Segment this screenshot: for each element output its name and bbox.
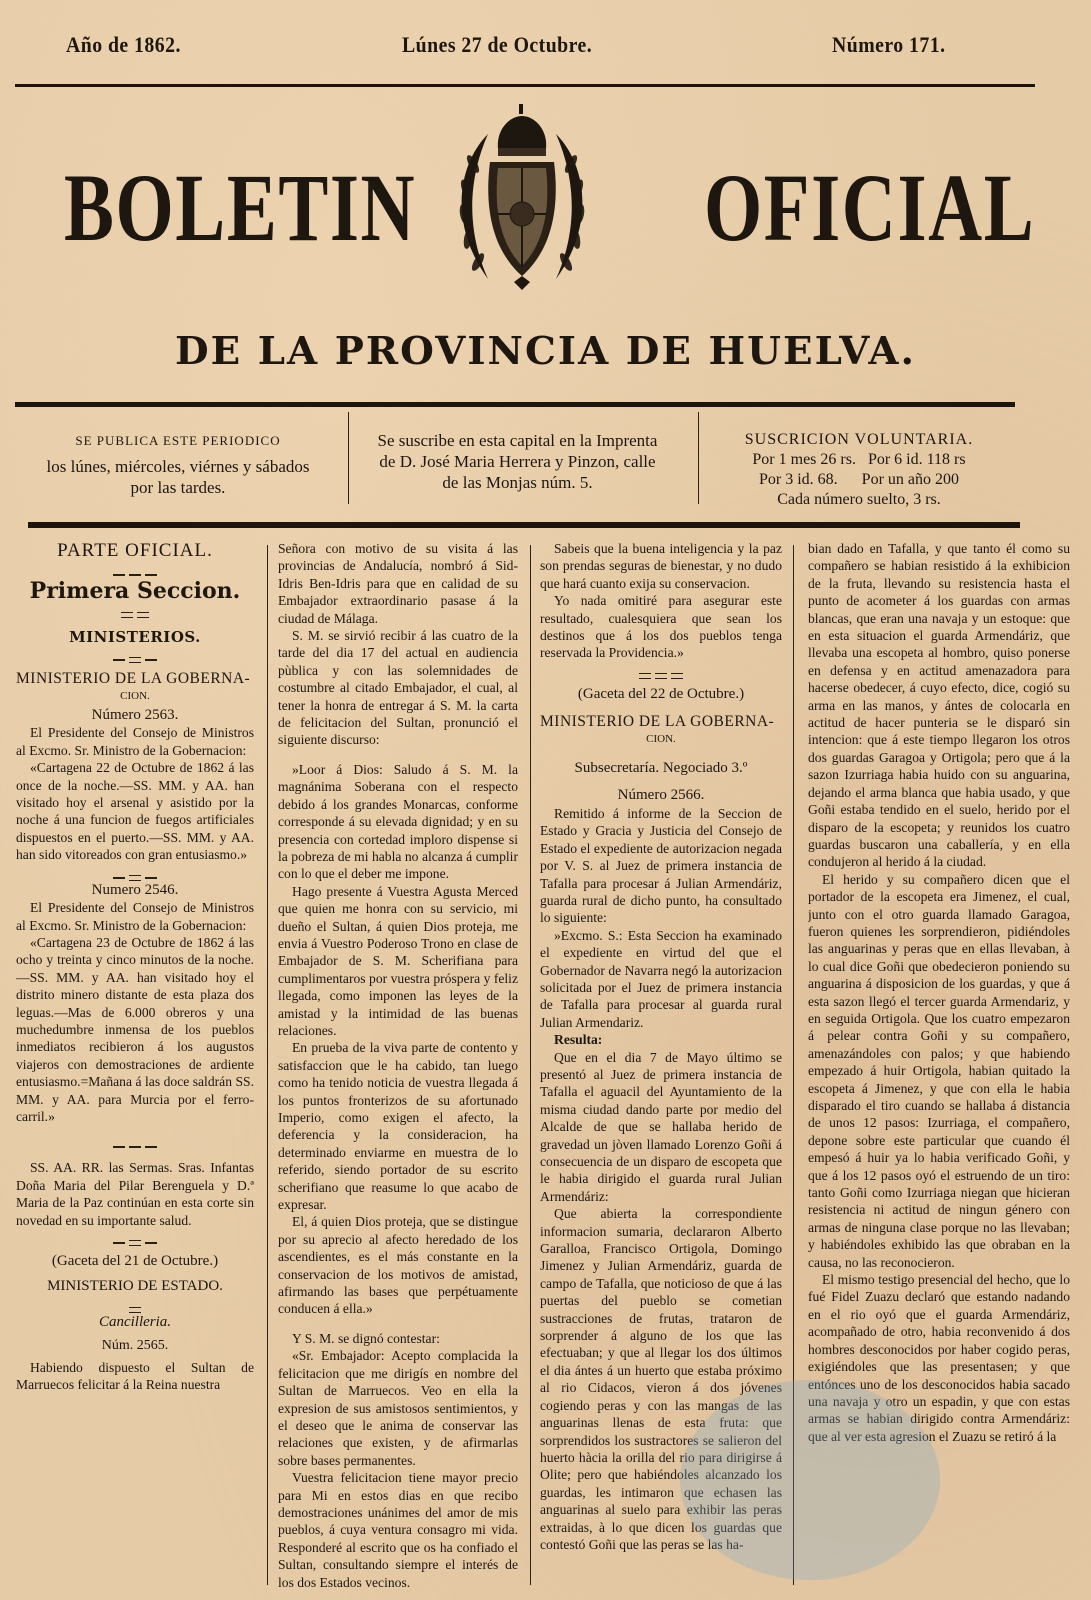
heading-ministerio-estado: MINISTERIO DE ESTADO. — [47, 1278, 223, 1295]
article-paragraph: «Cartagena 22 de Octubre de 1862 á las once de la noche.—SS. MM. y AA. han visitado hoy el arsenal y asistido por la noche á una funcion de fuegos artificiales dispuestos en el puerto.—SS. MM. y AA. han sido vitoreados con gran entusiasmo.» — [16, 760, 254, 863]
dateline — [0, 32, 1091, 60]
heading-ministerio-gobernacion-cont: CION. — [646, 732, 676, 745]
article-paragraph: »Excmo. S.: Esta Seccion ha examinado el expediente en virtud del que el Gobernador de Navarra negó la autorizacion solicitada por el Juez de primera instancia de Tafalla para procesar al guarda rural Julian Armendariz. — [540, 927, 782, 1030]
article-paragraph: Hago presente á Vuestra Agusta Merced que quien me honra con su servicio, mi dueño el Sultan, á quien Dios proteja, me envia á Vuestro Poderoso Trono en clase de Embajador de S. M. Scherifiana para cumplimentaros por vuestra próspera y feliz llegada, como imponen las leyes de la amistad y la intimidad de las buenas relaciones. — [278, 883, 518, 1038]
gaceta-reference: (Gaceta del 21 de Octubre.) — [51, 1253, 219, 1269]
heading-resulta: Resulta: — [554, 1032, 603, 1048]
issue-year: Año de 1862. — [66, 32, 181, 57]
column-3 — [540, 540, 782, 1590]
article-paragraph: El Presidente del Consejo de Ministros al Excmo. Sr. Ministro de la Gobernacion: — [16, 900, 254, 933]
issue-number: Número 171. — [832, 32, 946, 57]
section-parte-oficial: PARTE OFICIAL. — [57, 540, 213, 561]
price-1-year: Por un año 200 — [861, 471, 959, 488]
issue-date: Lúnes 27 de Octubre. — [402, 32, 593, 57]
price-1-month: Por 1 mes 26 rs. — [752, 451, 856, 468]
publication-info — [12, 430, 344, 515]
masthead-boletin: BOLETIN — [64, 154, 417, 261]
subscription-line-1: Se suscribe en esta capital en la Imprenta — [377, 431, 658, 450]
subscription-prices — [700, 430, 1018, 515]
section-primera: Primera Seccion. — [29, 578, 241, 605]
article-paragraph: Yo nada omitiré para asegurar este resultado, cualesquiera que sean los destinos que á los dos pueblos tenga reservada la Providencia.» — [540, 593, 782, 661]
heading-ministerios: MINISTERIOS. — [69, 627, 201, 646]
decree-number: Número 2566. — [617, 787, 705, 804]
article-paragraph: Y S. M. se dignó contestar: — [292, 1330, 440, 1346]
article-paragraph: Que en el dia 7 de Mayo último se presentó al Juez de primera instancia de Tafalla el aguacil del Ayuntamiento de la misma ciudad dando parte por medio del Alcalde de que se hallaba herido de gravedad un jòven llamado Lorenzo Goñi á consecuencia de un disparo de escopeta que le habia dirigido el guarda rural Julian Armendáriz: — [540, 1049, 782, 1204]
article-paragraph: «Sr. Embajador: Acepto complacida la felicitacion que me dirigís en nombre del Sultan de Marruecos. Veo en ella la expresion de sus amistosos sentimientos, y el deseo que le anima de conservar las relaciones que existen, y de afirmarlas sobre bases permanentes. — [278, 1348, 518, 1468]
divider-ornament — [16, 1300, 254, 1310]
price-single-issue: Cada número suelto, 3 rs. — [777, 491, 941, 508]
column-divider-2 — [530, 545, 531, 1585]
heading-cancilleria: Cancilleria. — [98, 1313, 172, 1330]
article-paragraph: El herido y su compañero dicen que el portador de la escopeta era Jimenez, el cual, junto con el otro guarda llamado Garagoa, fueron quienes les sorprendieron, pidiéndoles las anguarinas y peras que en ellas llevaban, à lo cual dice Goñi que obedecieron poniendo su anguarina á disposicion de los guardas, y que á esta sazon llegó el tercer guarda Armendariz, y en seguida Ortigola. Que los cuatro empezaron á pelear contra Goñi y su compañero, amenazándoles con palos; y que habiendo empezado á huir Ortigola, habian quitado la escopeta á Jimenez, y que con ella le habia disparado el tiro cuando se hallaba á distancia de unos 12 pasos: Izurriaga, el compañero, depone sobre este particular que cuando él empesó á huir ya lo habia verificado Goñi, y que á los 12 pasos oyó el estruendo de un tiro: tanto Goñi como Izurriaga niegan que hicieran resistencia ni actitud de ningun género con armas de ninguna clase porque no las llevaban; y habiéndoles exhibido las que obraban en la causa, no las reconocieron. — [808, 871, 1070, 1270]
article-paragraph: Vuestra felicitacion tiene mayor precio para Mi en estos dias en que recibo demostraciones unánimes del amor de mis pueblos, á cuya ventura consagro mi vida. Responderé al escrito que os ha confiado el Sultan, consultando siempre el interés de los dos Estados vecinos. — [278, 1470, 518, 1590]
article-paragraph: Señora con motivo de su visita á las provincias de Andalucía, nombró á Sid-Idris Ben-Idris para que en calidad de su Embajador extraordinario pasase á la ciudad de Málaga. — [278, 541, 518, 626]
price-3-months: Por 3 id. 68. — [759, 471, 838, 488]
heading-ministerio-gobernacion-cont: CION. — [120, 689, 150, 702]
column-divider-1 — [267, 545, 268, 1585]
gaceta-reference: (Gaceta del 22 de Octubre.) — [577, 685, 745, 702]
article-paragraph: Habiendo dispuesto el Sultan de Marruecos felicitar á la Reina nuestra — [16, 1359, 254, 1393]
column-2 — [278, 540, 518, 1590]
divider-ornament — [16, 565, 254, 575]
top-rule — [15, 84, 1035, 87]
decree-number: Núm. 2565. — [101, 1338, 169, 1354]
article-paragraph: Remitido á informe de la Seccion de Estado y Gracia y Justicia del Consejo de Estado el expediente de autorizacion negada por V. S. al Juez de primera instancia de Tafalla para procesar á Julian Armendáriz, guarda rural de dicho punto, ha consultado lo siguiente: — [540, 805, 782, 926]
publication-days: los lúnes, miércoles, viérnes y sábados — [46, 457, 310, 476]
article-paragraph: bian dado en Tafalla, y que tanto él como su compañero se habian resistido á la exhibicion de la fruta, llevando su resistencia hasta el punto de acometer á los guardas con armas blancas, que eran una navaja y un estoque: que en esta situacion el guarda Armendáriz, que llevaba una escopeta al hombro, quiso ponerse en defensa y en actitud amenazadora para hacerse obedecer, á cuyo efecto, dice, cogió su arma en las manos, y ántes de colocarla en actitud de hacer punteria se le disparó sin intencion: que á este tiempo llegaron los otros dos guardas Garagoa y Ortigola; pero que á la sazon Izurriaga habia huido con su anguarina, dejando el arma blanca que habia usado, y que Goñi estaba tendido en el suelo, herido por el disparo de la escopeta; y reunidos los cuatro guardas buscaron una caballería, y en ella condujeron al herido á la ciudad. — [808, 541, 1070, 870]
decree-number: Numero 2546. — [91, 881, 179, 898]
divider-ornament — [16, 1233, 254, 1243]
divider-ornament — [16, 650, 254, 660]
price-6-months: Por 6 id. 118 rs — [867, 451, 966, 468]
publication-time: por las tardes. — [130, 478, 226, 497]
article-paragraph: Sabeis que la buena inteligencia y la paz son prendas seguras de bienestar, y no dudo que hará cuanto exija su conservacion. — [540, 541, 782, 591]
article-paragraph: »Loor á Dios: Saludo á S. M. la magnánima Soberana con el respecto debido á los grandes Monarcas, conforme corresponde á su elevada dignidad; y en su presencia con cortedad imploro dispense si la pobreza de mi habla no alcanza á cumplir con lo que el deber me impone. — [278, 761, 518, 882]
info-top-rule — [15, 402, 1015, 407]
info-bottom-rule — [28, 522, 1020, 528]
article-paragraph: El Presidente del Consejo de Ministros al Excmo. Sr. Ministro de la Gobernacion: — [16, 725, 254, 758]
article-paragraph: SS. AA. RR. las Sermas. Sras. Infantas Doña Maria del Pilar Berenguela y D.ª Maria de la Paz continúan en esta corte sin novedad en su importante salud. — [16, 1160, 254, 1228]
decree-number: Número 2563. — [91, 707, 179, 724]
column-1 — [16, 540, 254, 1590]
info-divider-1 — [348, 412, 349, 504]
price-row-1 — [700, 450, 1018, 470]
divider-ornament — [540, 666, 782, 676]
heading-ministerio-gobernacion: MINISTERIO DE LA GOBERNA- — [16, 670, 251, 688]
publication-heading: SE PUBLICA ESTE PERIODICO — [75, 433, 281, 448]
subscription-place — [350, 430, 685, 515]
article-paragraph: En prueba de la viva parte de contento y satisfaccion que le ha cabido, tan luego como ha tenido noticia de vuestra llegada á los puntos fronterizos de su afortunado Imperio, como exigen el afecto, la deferencia y la consideracion, ha determinado enviarme en muestra de lo referido, siendo portador de su escrito scherifiano que reasume lo que acabo de expresar. — [278, 1040, 518, 1213]
article-paragraph: El, á quien Dios proteja, que se distingue por su aprecio al afecto heredado de los ascendientes, es el más constante en la conservacion de los motivos de amistad, afirmando las bases que perpétuamente conducen á ella.» — [278, 1214, 518, 1317]
heading-subsecretaria: Subsecretaría. Negociado 3.º — [574, 760, 748, 777]
column-4 — [808, 540, 1070, 1590]
heading-ministerio-gobernacion: MINISTERIO DE LA GOBERNA- — [540, 713, 775, 731]
divider-ornament — [16, 605, 254, 615]
divider-ornament — [16, 1137, 254, 1147]
price-row-2 — [700, 470, 1018, 490]
info-divider-2 — [698, 412, 699, 504]
subscription-line-2: de D. José Maria Herrera y Pinzon, calle — [379, 452, 656, 471]
article-paragraph: S. M. se sirvió recibir á las cuatro de la tarde del dia 17 del actual en audiencia pùblica y con las solemnidades de costumbre al citado Embajador, el cual, al tener la honra de entregar á S. M. la carta de felicitacion del Sultan, pronunció el siguiente discurso: — [278, 628, 518, 748]
prices-heading: SUSCRICION VOLUNTARIA. — [744, 431, 974, 448]
subscription-line-3: de las Monjas núm. 5. — [442, 473, 593, 492]
article-paragraph: «Cartagena 23 de Octubre de 1862 á las ocho y treinta y cinco minutos de la noche.—SS. MM. y AA. han visitado hoy el distrito minero distante de esta plaza dos leguas.—Mas de 6.000 obreros y una muchedumbre inmensa de los pueblos inmediatos recibieron á los augustos viajeros con demostraciones de ardiente entusiasmo.=Mañana á las doce saldrán SS. MM. y AA. para Murcia por el ferro-carril.» — [16, 934, 254, 1124]
royal-coat-of-arms-icon — [418, 104, 626, 294]
article-paragraph: El mismo testigo presencial del hecho, que lo fué Fidel Zuazu declaró que estando nadando en el rio oyó que el guarda Armendáriz, acompañado de otro, habia reconvenido á dos hombres desconocidos por haber cogido peras, exigiéndoles que las presentasen; y que entónces uno de los desconocidos habia sacado una navaja y otro un espadin, y que con estas armas se habian dirigido contra Armendáriz: que al ver esta agresion el Zuazu se retiró á la — [808, 1272, 1070, 1444]
masthead-subtitle: DE LA PROVINCIA DE HUELVA. — [174, 328, 917, 373]
article-paragraph: Que abierta la correspondiente informacion sumaria, declararon Alberto Garalloa, Francisco Ortigola, Domingo Jimenez y Julian Armendáriz, guarda de campo de Tafalla, que noticioso de que á las puertas del pueblo se cometian sustracciones de frutas, trataron de sorprender á alguno de los que las efectuaban; y que al llegar los dos últimos el dia ántes á un huerto que estaba próximo al rio Cidacos, vieron á dos jóvenes cogiendo peras y con las mangas de las anguarinas llenas de esta fruta: que sorprendidos los sustractores se salieron del huerto hàcia la orilla del rio para dirigirse á Olite; pero que habiéndoles alcanzado los guardas, les intimaron que echasen las anguarinas al suelo para exhibir las peras extraidas, à lo que dicen los guardas que contestó Goñi que las peras se las ha- — [540, 1206, 782, 1552]
divider-ornament — [16, 868, 254, 878]
masthead-oficial: OFICIAL — [704, 154, 1036, 261]
column-divider-3 — [793, 545, 794, 1585]
